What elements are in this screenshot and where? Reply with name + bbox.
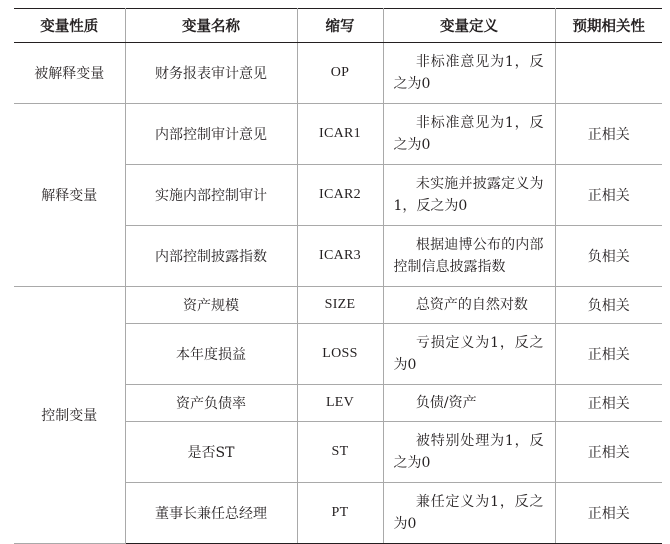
expected-correlation-cell: 正相关 (555, 483, 662, 544)
variable-name-cell: 内部控制审计意见 (125, 104, 297, 165)
variable-name-cell: 财务报表审计意见 (125, 43, 297, 104)
group-control-variable: 控制变量 (14, 287, 125, 544)
expected-correlation-cell: 正相关 (555, 165, 662, 226)
expected-correlation-cell: 正相关 (555, 422, 662, 483)
variable-name-cell: 资产负债率 (125, 385, 297, 422)
definition-cell (383, 165, 555, 226)
definition-cell (383, 104, 555, 165)
table-row (14, 287, 662, 324)
definition-text: 被特别处理为1，反之为0 (393, 433, 544, 471)
abbreviation-cell: OP (297, 43, 383, 104)
table-row (14, 104, 662, 165)
expected-correlation-cell: 负相关 (555, 287, 662, 324)
definition-text: 根据迪博公布的内部控制信息披露指数 (393, 237, 544, 275)
header-abbreviation: 缩写 (297, 9, 383, 43)
expected-correlation-cell: 负相关 (555, 226, 662, 287)
abbreviation-cell: LEV (297, 385, 383, 422)
definition-text: 非标准意见为1，反之为0 (393, 115, 544, 153)
definition-text: 未实施并披露定义为1，反之为0 (393, 176, 544, 214)
expected-correlation-cell (555, 43, 662, 104)
abbreviation-cell: ICAR1 (297, 104, 383, 165)
header-variable-nature: 变量性质 (14, 9, 125, 43)
abbreviation-cell: LOSS (297, 324, 383, 385)
header-row (14, 9, 662, 43)
definition-text: 亏损定义为1，反之为0 (393, 335, 544, 373)
variable-name-cell: 本年度损益 (125, 324, 297, 385)
abbreviation-cell: ICAR2 (297, 165, 383, 226)
definition-text: 非标准意见为1，反之为0 (393, 54, 544, 92)
abbreviation-cell: SIZE (297, 287, 383, 324)
definition-cell (383, 324, 555, 385)
header-variable-name: 变量名称 (125, 9, 297, 43)
definition-cell (383, 287, 555, 324)
table-row (14, 43, 662, 104)
definition-cell (383, 422, 555, 483)
variable-name-cell: 内部控制披露指数 (125, 226, 297, 287)
expected-correlation-cell: 正相关 (555, 324, 662, 385)
variable-name-cell: 实施内部控制审计 (125, 165, 297, 226)
expected-correlation-cell: 正相关 (555, 385, 662, 422)
definition-cell (383, 483, 555, 544)
variable-name-cell: 资产规模 (125, 287, 297, 324)
expected-correlation-cell: 正相关 (555, 104, 662, 165)
group-explained-variable: 被解释变量 (14, 43, 125, 104)
definition-text: 负债/资产 (415, 395, 477, 411)
definition-cell (383, 43, 555, 104)
definition-text: 总资产的自然对数 (415, 297, 528, 313)
abbreviation-cell: ST (297, 422, 383, 483)
variable-name-cell: 是否ST (125, 422, 297, 483)
group-explanatory-variable: 解释变量 (14, 104, 125, 287)
header-variable-definition: 变量定义 (383, 9, 555, 43)
abbreviation-cell: PT (297, 483, 383, 544)
header-expected-correlation: 预期相关性 (555, 9, 662, 43)
definition-cell (383, 226, 555, 287)
definition-text: 兼任定义为1，反之为0 (393, 494, 544, 532)
abbreviation-cell: ICAR3 (297, 226, 383, 287)
variable-definition-table (14, 8, 662, 544)
definition-cell (383, 385, 555, 422)
variable-name-cell: 董事长兼任总经理 (125, 483, 297, 544)
